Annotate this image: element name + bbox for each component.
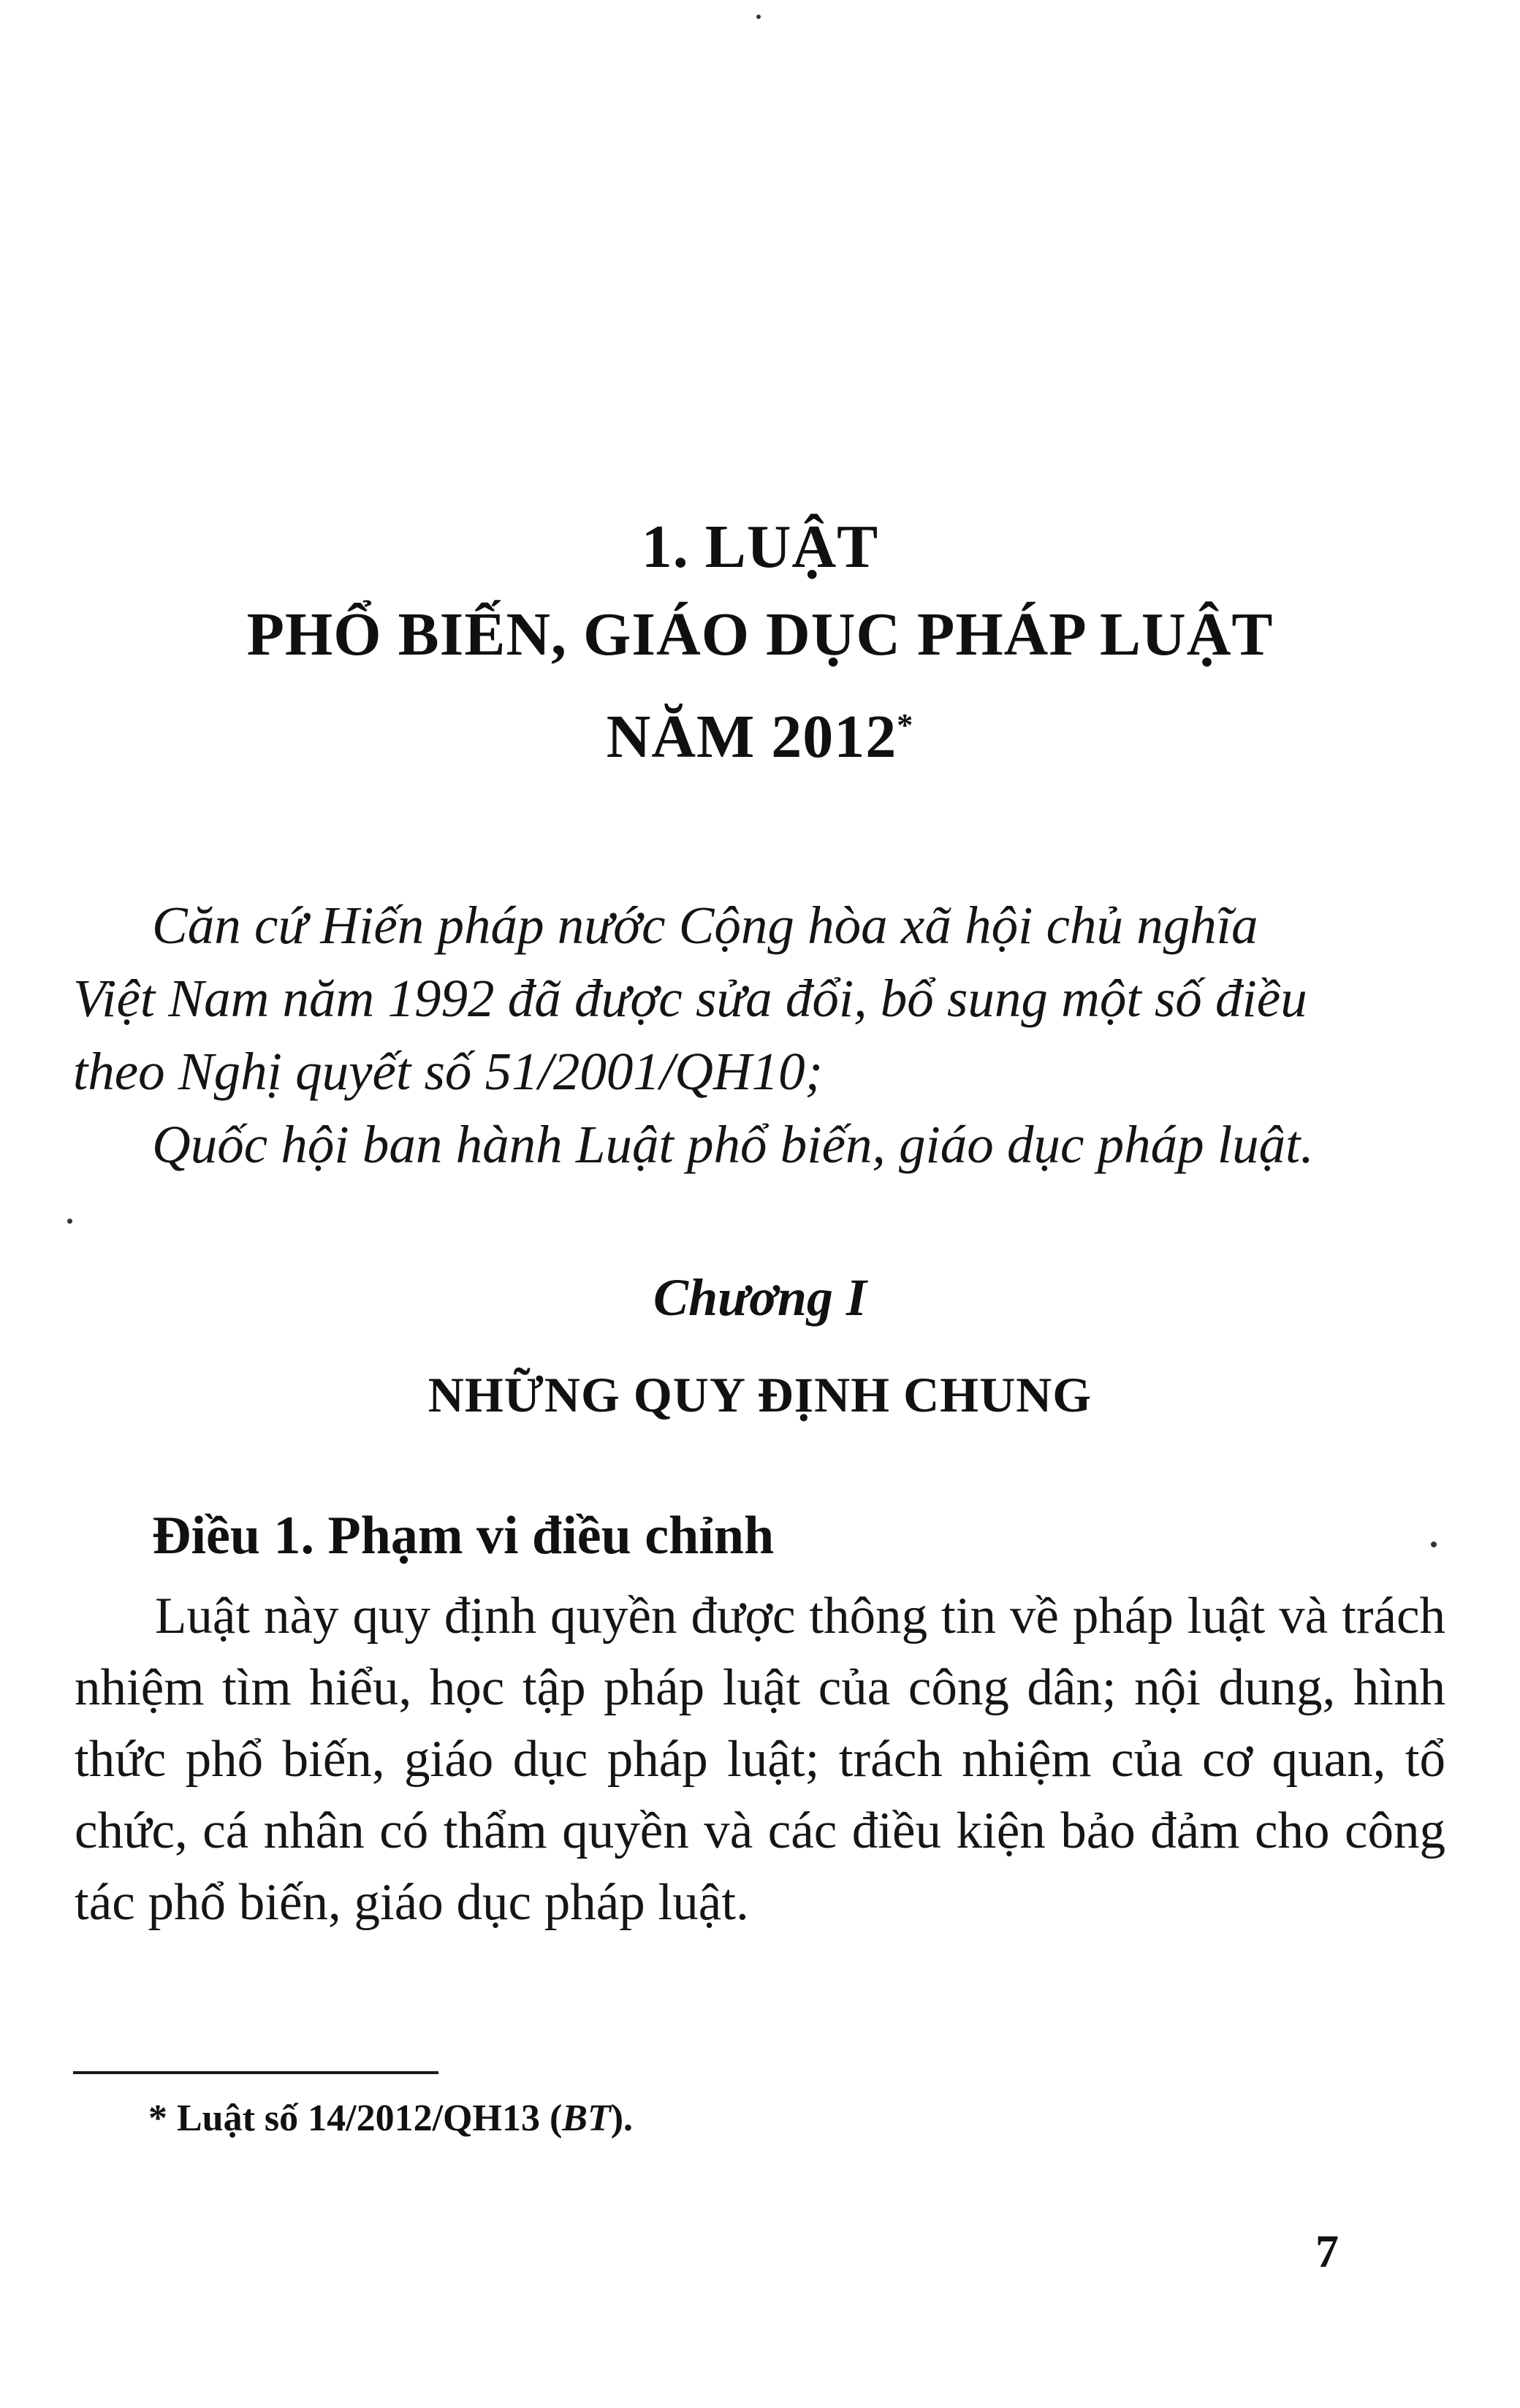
footnote-text: Luật số 14/2012/QH13 (177, 2098, 540, 2139)
article-1-heading: Điều 1. Phạm vi điều chỉnh (152, 1506, 775, 1566)
footnote-paren-open: ( (549, 2098, 563, 2139)
scan-speck (67, 1219, 72, 1224)
law-year-text: NĂM 2012 (606, 703, 897, 771)
footnote (148, 2097, 633, 2140)
preamble-line-3: theo Nghị quyết số 51/2001/QH10; (73, 1042, 823, 1101)
article-1-body: Luật này quy định quyền được thông tin về pháp luật và trách nhiệm tìm hiểu, học tập pháp luật của công dân; nội dung, hình thức phổ biến, giáo dục pháp luật; trách nhiệm của cơ quan, tổ chức, cá nhân có thẩm quyền và các điều kiện bảo đảm cho công tác phổ biến, giáo dục pháp luật. (75, 1588, 1445, 1931)
chapter-label: Chương I (653, 1268, 867, 1327)
footnote-paren-close: ). (610, 2098, 634, 2139)
preamble-line-4: Quốc hội ban hành Luật phổ biến, giáo dục pháp luật. (152, 1115, 1314, 1174)
preamble-line-2: Việt Nam năm 1992 đã được sửa đổi, bổ sung một số điều (73, 969, 1307, 1028)
footnote-abbr: BT (562, 2098, 611, 2139)
law-year-title (0, 701, 1520, 772)
preamble-line-1: Căn cứ Hiến pháp nước Cộng hòa xã hội chủ nghĩa (152, 896, 1258, 955)
footnote-mark: * (148, 2098, 167, 2139)
title-footnote-mark: * (897, 707, 914, 743)
footnote-divider (73, 2071, 438, 2074)
law-number-title: 1. LUẬT (641, 513, 879, 581)
scan-speck (756, 15, 761, 19)
page-number: 7 (1315, 2225, 1339, 2277)
law-name-title: PHỔ BIẾN, GIÁO DỤC PHÁP LUẬT (246, 601, 1274, 668)
scan-speck (1431, 1542, 1437, 1547)
chapter-title: NHỮNG QUY ĐỊNH CHUNG (428, 1367, 1092, 1422)
